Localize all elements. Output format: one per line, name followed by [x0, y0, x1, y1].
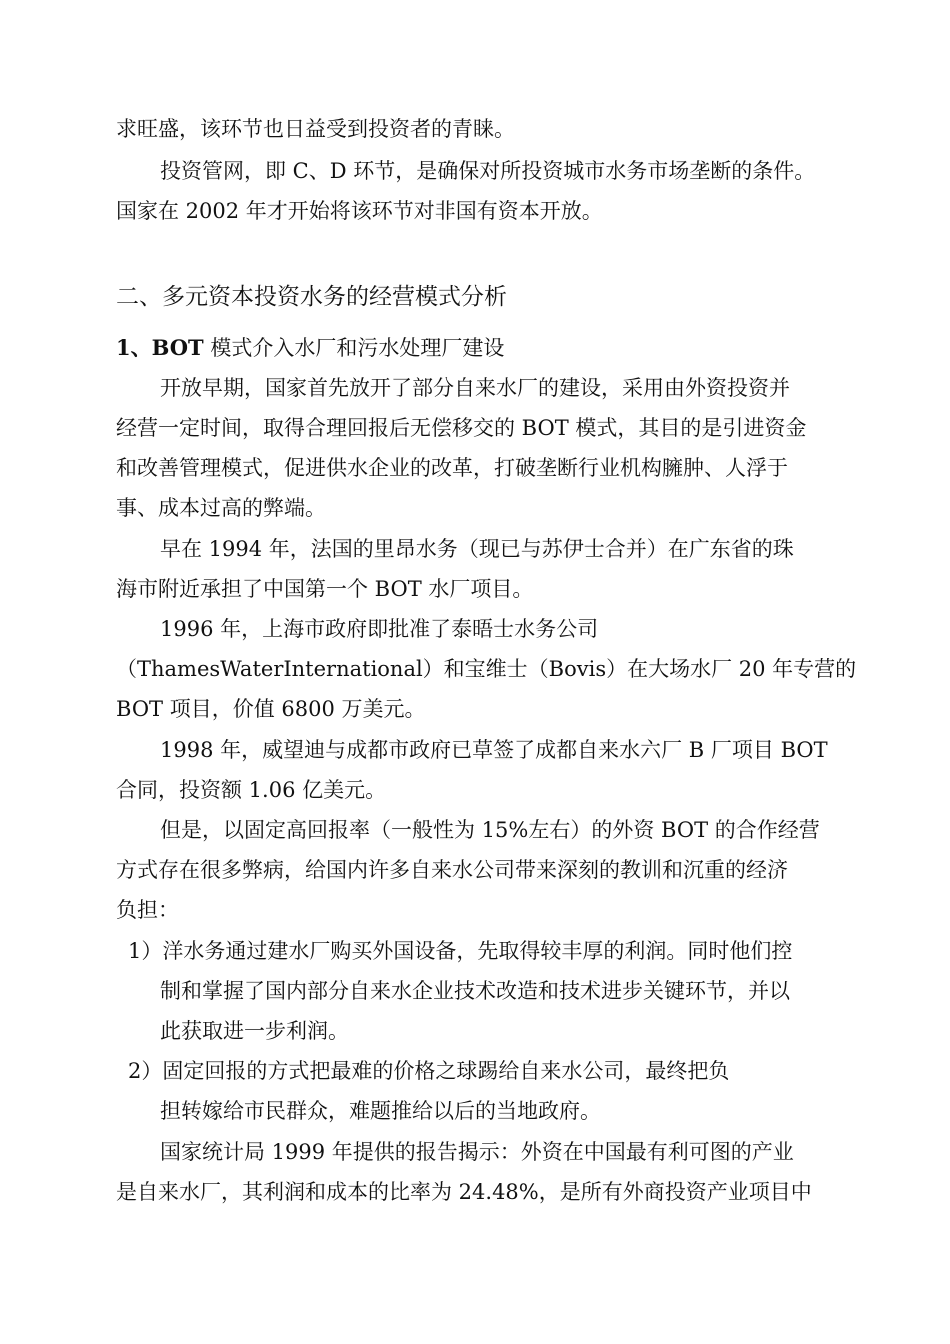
text-line: 是自来水厂，其利润和成本的比率为 24.48%，是所有外商投资产业项目中: [116, 1180, 812, 1204]
text-line: 早在 1994 年，法国的里昂水务（现已与苏伊士合并）在广东省的珠: [160, 537, 794, 561]
text-line: 负担：: [116, 898, 179, 922]
text-line: 开放早期，国家首先放开了部分自来水厂的建设，采用由外资投资并: [160, 376, 790, 400]
text-line: 和改善管理模式，促进供水企业的改革，打破垄断行业机构臃肿、人浮于: [116, 456, 788, 480]
text-line: 投资管网，即 C、D 环节，是确保对所投资城市水务市场垄断的条件。: [160, 159, 816, 183]
subsection-number: 1、: [116, 335, 152, 360]
text-line: 1998 年，威望迪与成都市政府已草签了成都自来水六厂 B 厂项目 BOT: [160, 738, 828, 762]
list-item-continuation: 制和掌握了国内部分自来水企业技术改造和技术进步关键环节，并以: [160, 979, 790, 1003]
text-line: 但是，以固定高回报率（一般性为 15%左右）的外资 BOT 的合作经营: [160, 818, 820, 842]
subsection-title: 模式介入水厂和污水处理厂建设: [203, 336, 505, 360]
text-line: （ThamesWaterInternational）和宝维士（Bovis）在大场水厂 20 年专营的: [116, 657, 857, 681]
subsection-term: BOT: [151, 335, 204, 360]
text-line: 事、成本过高的弊端。: [116, 496, 326, 520]
section-heading: 二、多元资本投资水务的经营模式分析: [116, 284, 507, 310]
text-line: 国家统计局 1999 年提供的报告揭示：外资在中国最有利可图的产业: [160, 1140, 794, 1164]
list-item-continuation: 此获取进一步利润。: [160, 1019, 349, 1043]
text-line: 合同，投资额 1.06 亿美元。: [116, 778, 387, 802]
text-line: 经营一定时间，取得合理回报后无偿移交的 BOT 模式，其目的是引进资金: [116, 416, 807, 440]
list-item: 1）洋水务通过建水厂购买外国设备，先取得较丰厚的利润。同时他们控: [128, 939, 793, 963]
text-line: 1996 年，上海市政府即批准了泰晤士水务公司: [160, 617, 599, 641]
text-line: 求旺盛，该环节也日益受到投资者的青睐。: [116, 117, 515, 141]
text-line: 海市附近承担了中国第一个 BOT 水厂项目。: [116, 577, 534, 601]
text-line: 方式存在很多弊病，给国内许多自来水公司带来深刻的教训和沉重的经济: [116, 858, 788, 882]
subsection-heading: [116, 334, 504, 362]
text-line: 国家在 2002 年才开始将该环节对非国有资本开放。: [116, 199, 603, 223]
list-item-continuation: 担转嫁给市民群众，难题推给以后的当地政府。: [160, 1099, 601, 1123]
text-line: BOT 项目，价值 6800 万美元。: [116, 697, 426, 721]
list-item: 2）固定回报的方式把最难的价格之球踢给自来水公司，最终把负: [128, 1059, 730, 1083]
